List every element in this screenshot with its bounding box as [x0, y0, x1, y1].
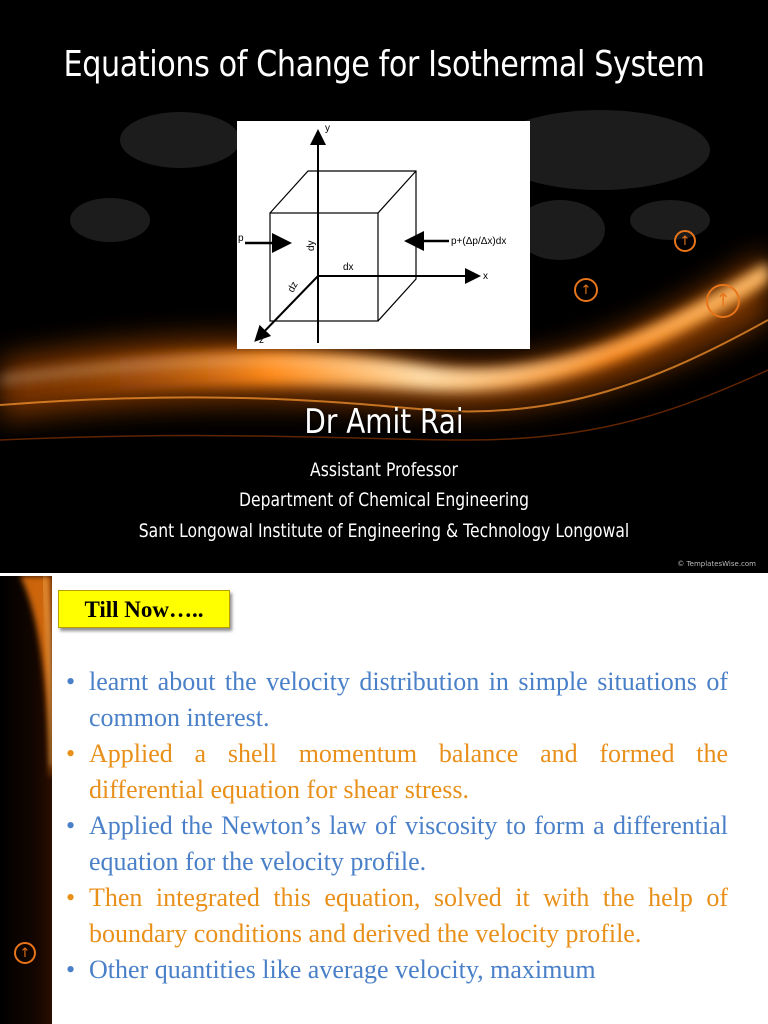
bullet-marker: •: [66, 883, 76, 912]
slide-title: Equations of Change for Isothermal System: [63, 44, 705, 85]
up-arrow-circle-icon: ↑: [674, 230, 696, 252]
bullet-item: [66, 952, 728, 988]
label-p-plus: p+(Δp/Δx)dx: [451, 236, 507, 247]
bullet-marker: •: [66, 955, 76, 984]
cube: [270, 171, 416, 321]
control-volume-diagram: [237, 121, 530, 349]
bullet-marker: •: [66, 811, 76, 840]
label-z: z: [259, 335, 264, 346]
content-slide: [0, 576, 768, 1024]
author-position: Assistant Professor: [310, 459, 458, 481]
bullet-text: Applied a shell momentum balance and formed the differential equation for shear stress.: [89, 739, 728, 804]
up-arrow-circle-icon: ↑: [574, 278, 598, 302]
label-x: x: [483, 271, 488, 282]
bullet-text: Applied the Newton’s law of viscosity to form a differential equation for the velocity profile.: [89, 811, 728, 876]
bullet-text: Other quantities like average velocity, maximum: [89, 955, 596, 984]
section-heading: Till Now…..: [58, 590, 230, 628]
bullet-item: [66, 664, 728, 736]
author-institute: Sant Longowal Institute of Engineering & Technology Longowal: [138, 520, 630, 542]
author-department: Department of Chemical Engineering: [239, 489, 529, 511]
template-credit: © TemplatesWise.com: [677, 560, 756, 568]
bullet-text: Then integrated this equation, solved it with the help of boundary conditions and derived the velocity profile.: [89, 883, 728, 948]
bullet-list: [66, 664, 728, 988]
bullet-marker: •: [66, 667, 76, 696]
slide-side-decoration: [0, 576, 52, 1024]
bullet-item: [66, 880, 728, 952]
author-name: Dr Amit Rai: [304, 402, 464, 442]
label-p: p: [238, 233, 244, 244]
bullet-text: learnt about the velocity distribution in simple situations of common interest.: [89, 667, 728, 732]
label-dy: dy: [306, 240, 317, 251]
cube-diagram-svg: [237, 121, 530, 349]
label-dx: dx: [343, 262, 354, 273]
up-arrow-circle-icon: ↑: [14, 942, 36, 964]
up-arrow-circle-icon: ↑: [706, 284, 740, 318]
bullet-item: [66, 736, 728, 808]
label-dz: dz: [285, 279, 301, 295]
bullet-item: [66, 808, 728, 880]
bullet-marker: •: [66, 739, 76, 768]
label-y: y: [325, 123, 330, 134]
